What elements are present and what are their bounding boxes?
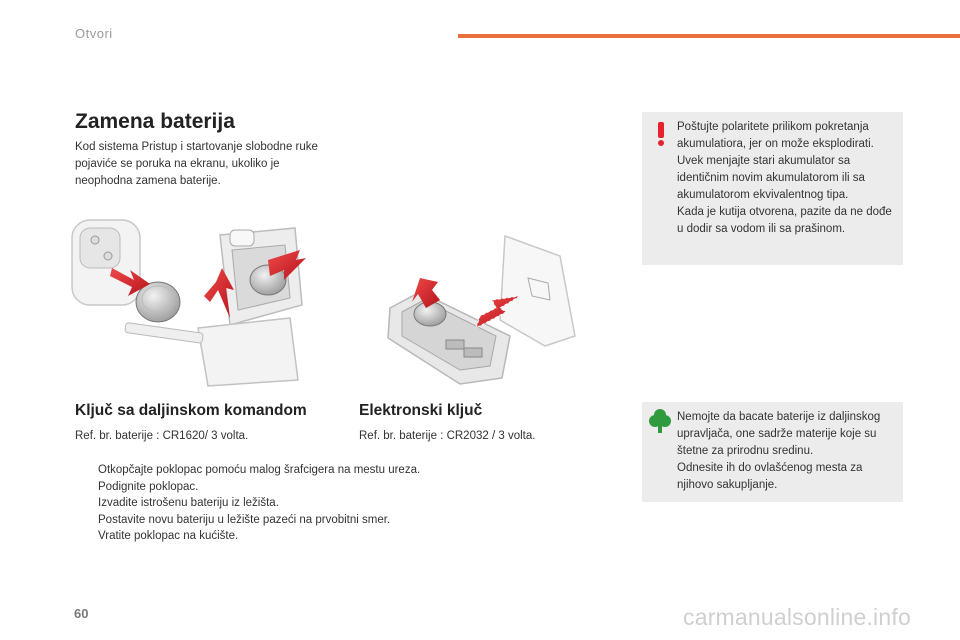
warning-text-2: Uvek menjajte stari akumulator sa identičnim novim akumulatorom ili sa akumulatorom ekvivalentnog tipa. bbox=[677, 155, 865, 201]
section-title: Otvori bbox=[75, 26, 113, 41]
step-text: Izvadite istrošenu bateriju iz ležišta. bbox=[98, 497, 279, 509]
page-heading: Zamena baterija bbox=[75, 110, 235, 133]
page-number: 60 bbox=[74, 606, 89, 621]
list-item bbox=[75, 462, 545, 479]
tree-icon bbox=[649, 408, 671, 434]
warning-text-3: Kada je kutija otvorena, pazite da ne dođe u dodir sa vodom ili sa prašinom. bbox=[677, 206, 892, 235]
list-item bbox=[75, 528, 545, 545]
remote-key-battery-illustration bbox=[70, 210, 310, 388]
exclamation-icon bbox=[653, 120, 669, 148]
electronic-key-battery-ref: Ref. br. baterije : CR2032 / 3 volta. bbox=[359, 430, 536, 442]
step-text: Postavite novu bateriju u ležište pazeći na prvobitni smer. bbox=[98, 513, 391, 526]
watermark: carmanualsonline.info bbox=[683, 604, 911, 630]
eco-text-1: Nemojte da bacate baterije iz daljinskog upravljača, one sadrže materije koje su štetne za prirodnu sredinu. bbox=[677, 411, 881, 457]
step-text: Vratite poklopac na kućište. bbox=[98, 530, 239, 542]
warning-text-1: Poštujte polaritete prilikom pokretanja akumulatiora, jer on može eksplodirati. bbox=[677, 121, 874, 150]
steps-list bbox=[75, 462, 545, 545]
step-text: Otkopčajte poklopac pomoću malog šrafcigera na mestu ureza. bbox=[98, 464, 421, 476]
list-item bbox=[75, 512, 545, 529]
intro-text: Kod sistema Pristup i startovanje slobodne ruke pojaviće se poruka na ekranu, ukoliko je neophodna zamena baterije. bbox=[75, 141, 318, 187]
electronic-key-battery-illustration bbox=[380, 228, 585, 386]
eco-note bbox=[642, 402, 903, 502]
header-accent-bar bbox=[458, 34, 960, 38]
warning-note bbox=[642, 112, 903, 265]
electronic-key-heading: Elektronski ključ bbox=[359, 402, 483, 419]
list-item bbox=[75, 495, 545, 512]
remote-key-heading: Ključ sa daljinskom komandom bbox=[75, 402, 307, 419]
list-item bbox=[75, 479, 545, 496]
step-text: Podignite poklopac. bbox=[98, 480, 199, 493]
eco-text-2: Odnesite ih do ovlašćenog mesta za njihovo sakupljanje. bbox=[677, 462, 863, 491]
remote-key-battery-ref: Ref. br. baterije : CR1620/ 3 volta. bbox=[75, 430, 249, 442]
